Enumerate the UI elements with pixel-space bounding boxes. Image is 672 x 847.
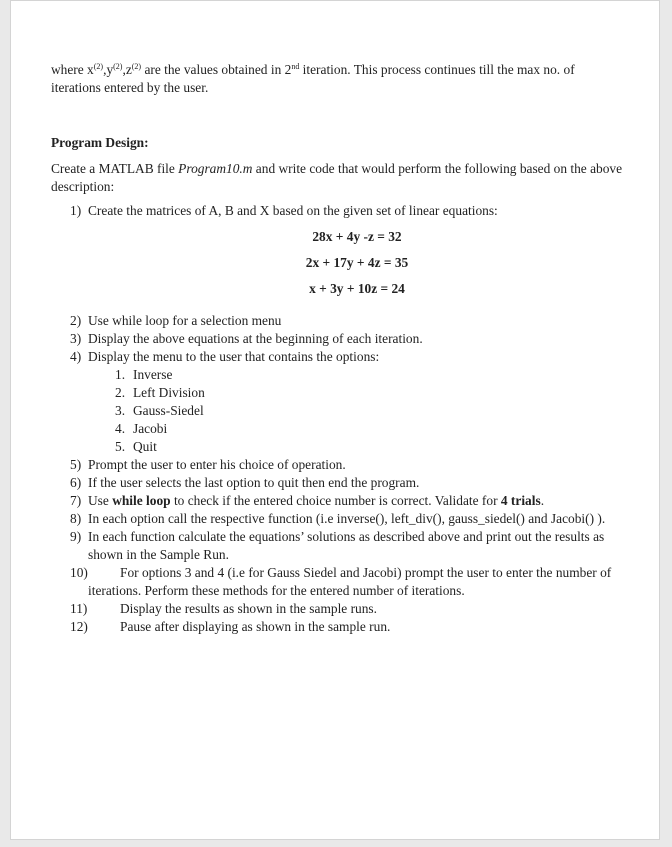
superscript: (2) [93,62,104,71]
item-number: 6) [70,475,82,490]
intro-text: ,y [103,62,114,77]
option-label: Jacobi [133,421,168,436]
item-number: 11) [70,601,88,616]
list-item [51,492,626,510]
list-item [51,202,626,302]
item-text: Display the results as shown in the sample runs. [120,601,377,616]
list-item [51,510,626,528]
intro-text: are the values obtained in 2 [141,62,292,77]
menu-option [88,366,626,384]
list-item [51,312,626,330]
option-number: 5. [115,439,126,454]
list-item [51,600,626,618]
option-label: Left Division [133,385,205,400]
superscript: (2) [131,62,142,71]
menu-option [88,402,626,420]
equation: 28x + 4y -z = 32 [312,229,402,244]
intro-paragraph [51,61,626,97]
document-page [10,0,660,840]
item-number: 12) [70,619,88,634]
bold-text: 4 trials [500,493,541,508]
menu-option [88,420,626,438]
item-text: Pause after displaying as shown in the sample run. [120,619,391,634]
option-number: 1. [115,367,126,382]
equation: 2x + 17y + 4z = 35 [305,255,409,270]
list-item [51,474,626,492]
option-label: Quit [133,439,157,454]
bold-text: while loop [112,493,171,508]
intro-text: where x [51,62,94,77]
option-number: 4. [115,421,126,436]
item-text: For options 3 and 4 (i.e for Gauss Siedel and Jacobi) prompt the user to enter the number of iterations. Perform these methods for the entered number of iterations. [88,565,612,598]
option-number: 3. [115,403,126,418]
option-label: Inverse [133,367,173,382]
list-item [51,330,626,348]
equations-block [88,224,626,302]
menu-options-list [88,366,626,456]
item-number: 8) [70,511,82,526]
item-text: In each function calculate the equations’ solutions as described above and print out the results as shown in the Sample Run. [88,529,605,562]
intro-text: ,z [122,62,132,77]
item-text: . [540,493,545,508]
description-paragraph [51,160,626,196]
item-number: 5) [70,457,82,472]
intro-text: iteration. This process continues till the max no. of iterations entered by the user. [51,62,575,95]
list-item [51,564,626,600]
file-name: Program10.m [178,161,253,176]
menu-option [88,438,626,456]
item-number: 2) [70,313,82,328]
item-text: In each option call the respective function (i.e inverse(), left_div(), gauss_siedel() and Jacobi() ). [88,511,606,526]
item-number: 7) [70,493,82,508]
superscript: (2) [113,62,123,71]
item-text: If the user selects the last option to quit then end the program. [88,475,420,490]
section-heading: Program Design: [51,135,149,150]
list-item [51,528,626,564]
option-label: Gauss-Siedel [133,403,204,418]
list-item [51,456,626,474]
item-text: to check if the entered choice number is correct. Validate for [170,493,501,508]
item-text: Use while loop for a selection menu [88,313,282,328]
description-text: Create a MATLAB file [51,161,179,176]
item-number: 4) [70,349,82,364]
description-text: and write code that would perform the following based on the above description: [51,161,623,194]
superscript: nd [291,62,300,71]
item-number: 10) [70,565,88,580]
item-text: Create the matrices of A, B and X based on the given set of linear equations: [88,203,498,218]
item-text: Prompt the user to enter his choice of operation. [88,457,346,472]
document-content [51,61,626,636]
menu-option [88,384,626,402]
equation: x + 3y + 10z = 24 [309,281,405,296]
item-text: Use [88,493,113,508]
option-number: 2. [115,385,126,400]
item-text: Display the above equations at the beginning of each iteration. [88,331,423,346]
list-item [51,618,626,636]
requirements-list [51,202,626,636]
list-item [51,348,626,456]
item-number: 3) [70,331,82,346]
item-number: 9) [70,529,82,544]
item-number: 1) [70,203,82,218]
item-text: Display the menu to the user that contains the options: [88,349,380,364]
